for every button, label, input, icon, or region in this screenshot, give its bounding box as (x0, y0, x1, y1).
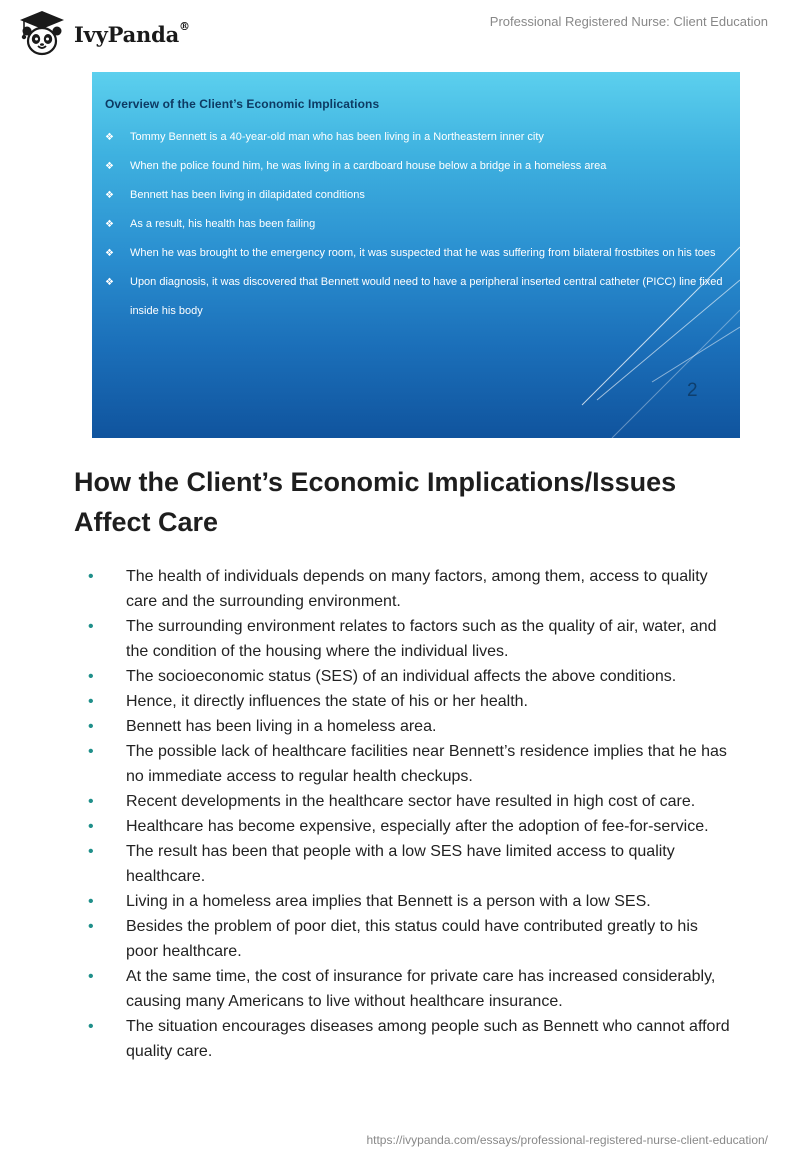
slide-page-number: 2 (687, 380, 698, 401)
slide-bullet-text: As a result, his health has been failing (130, 218, 316, 230)
list-item-text: Bennett has been living in a homeless area. (126, 718, 437, 735)
list-item (74, 889, 734, 914)
slide-bullet-text: Bennett has been living in dilapidated conditions (130, 189, 365, 201)
document-title: Professional Registered Nurse: Client Education (489, 14, 768, 29)
diamond-bullet-icon: ❖ (105, 132, 114, 143)
list-item (74, 1014, 734, 1064)
list-item (74, 964, 734, 1014)
list-item-text: Living in a homeless area implies that Bennett is a person with a low SES. (126, 893, 651, 910)
diamond-bullet-icon: ❖ (105, 190, 114, 201)
list-item-text: At the same time, the cost of insurance for private care has increased considerably, causing many Americans to live without healthcare insurance. (126, 968, 716, 1010)
slide-bullet-item (105, 152, 725, 181)
bullet-dot-icon: • (88, 843, 94, 860)
list-item (74, 664, 734, 689)
list-item-text: The result has been that people with a low SES have limited access to quality healthcare. (126, 843, 675, 885)
bullet-dot-icon: • (88, 718, 94, 735)
diamond-bullet-icon: ❖ (105, 219, 114, 230)
bullet-dot-icon: • (88, 743, 94, 760)
list-item-text: Recent developments in the healthcare sector have resulted in high cost of care. (126, 793, 696, 810)
diamond-bullet-icon: ❖ (105, 161, 114, 172)
list-item (74, 839, 734, 889)
panda-graduate-icon (14, 9, 70, 57)
slide-heading: Overview of the Client’s Economic Implications (105, 97, 380, 111)
slide-bullet-item (105, 210, 725, 239)
list-item (74, 914, 734, 964)
slide-bullet-text: Upon diagnosis, it was discovered that Bennett would need to have a peripheral inserted central catheter (PICC) line fixed inside his body (130, 276, 723, 317)
section-heading: How the Client’s Economic Implications/Issues Affect Care (74, 467, 677, 537)
diamond-bullet-icon: ❖ (105, 277, 114, 288)
slide-bullet-text: When he was brought to the emergency room, it was suspected that he was suffering from bilateral frostbites on his toes (130, 247, 716, 259)
list-item (74, 714, 734, 739)
logo-wordmark (74, 19, 190, 47)
list-item-text: Besides the problem of poor diet, this status could have contributed greatly to his poor healthcare. (126, 918, 698, 960)
bullet-dot-icon: • (88, 1018, 94, 1035)
list-item (74, 689, 734, 714)
bullet-dot-icon: • (88, 818, 94, 835)
list-item (74, 614, 734, 664)
bullet-dot-icon: • (88, 618, 94, 635)
list-item-text: The socioeconomic status (SES) of an individual affects the above conditions. (126, 668, 677, 685)
bullet-dot-icon: • (88, 668, 94, 685)
slide-bullet-item (105, 123, 725, 152)
bullet-dot-icon: • (88, 793, 94, 810)
list-item-text: Hence, it directly influences the state of his or her health. (126, 693, 528, 710)
ivypanda-logo[interactable] (14, 9, 190, 57)
presentation-slide (92, 72, 740, 438)
list-item (74, 814, 734, 839)
bullet-dot-icon: • (88, 693, 94, 710)
list-item-text: Healthcare has become expensive, especially after the adoption of fee-for-service. (126, 818, 709, 835)
source-url-link[interactable]: https://ivypanda.com/essays/professional-registered-nurse-client-education/ (366, 1133, 768, 1147)
list-item-text: The situation encourages diseases among people such as Bennett who cannot afford quality care. (126, 1018, 730, 1060)
registered-mark: ® (179, 19, 190, 33)
bullet-dot-icon: • (88, 568, 94, 585)
slide-bullet-text: Tommy Bennett is a 40-year-old man who has been living in a Northeastern inner city (130, 131, 544, 143)
bullet-dot-icon: • (88, 968, 94, 985)
slide-bullet-item (105, 181, 725, 210)
diamond-bullet-icon: ❖ (105, 248, 114, 259)
slide-bullet-item (105, 239, 725, 268)
list-item-text: The health of individuals depends on many factors, among them, access to quality care and the surrounding environment. (126, 568, 708, 610)
slide-bullet-text: When the police found him, he was living in a cardboard house below a bridge in a homeless area (130, 160, 607, 172)
slide-bullet-list (105, 123, 725, 326)
list-item (74, 739, 734, 789)
slide-bullet-item (105, 268, 725, 326)
list-item (74, 564, 734, 614)
list-item (74, 789, 734, 814)
list-item-text: The possible lack of healthcare facilities near Bennett’s residence implies that he has no immediate access to regular health checkups. (126, 743, 727, 785)
bullet-dot-icon: • (88, 893, 94, 910)
list-item-text: The surrounding environment relates to factors such as the quality of air, water, and the condition of the housing where the individual lives. (126, 618, 717, 660)
logo-text: IvyPanda (74, 21, 180, 47)
content-bullet-list (74, 564, 734, 1064)
bullet-dot-icon: • (88, 918, 94, 935)
